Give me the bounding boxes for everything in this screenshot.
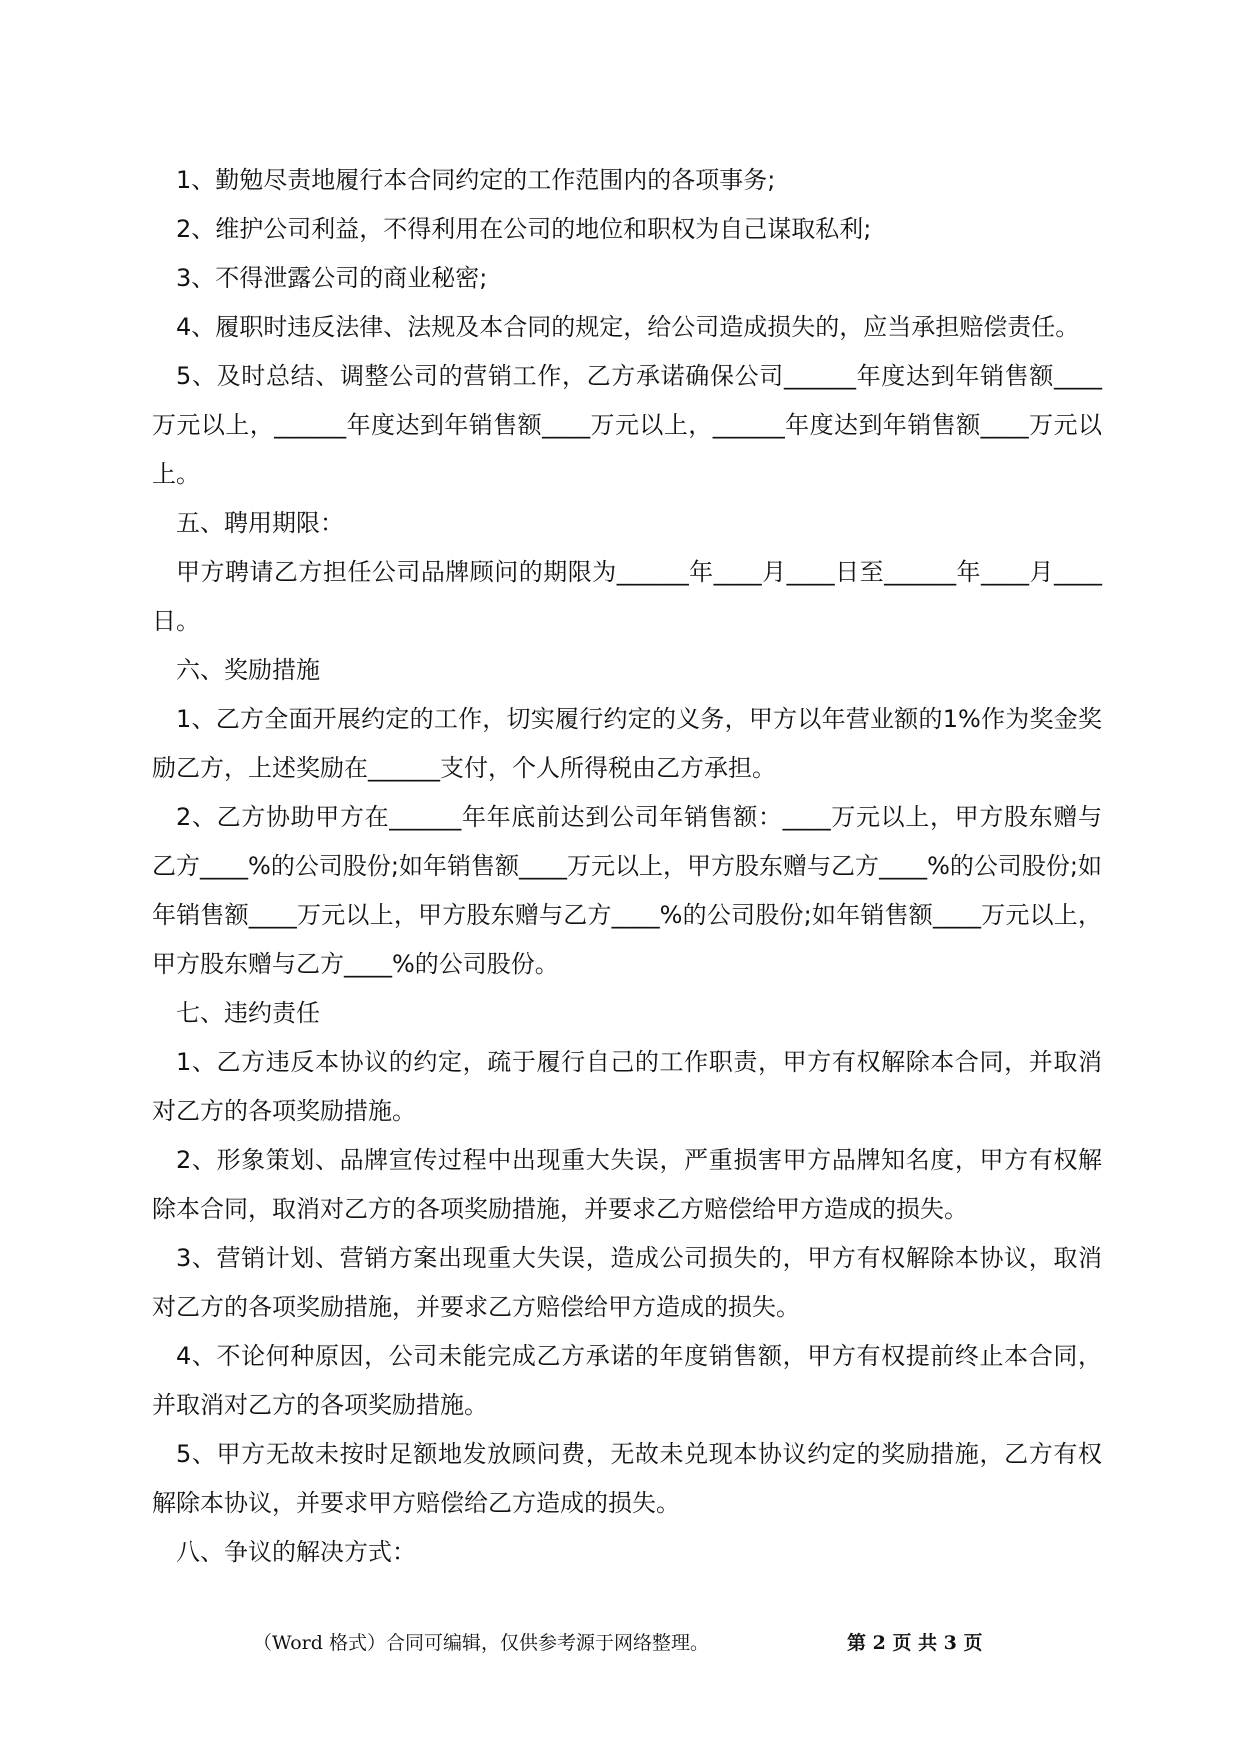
clause-duty-4: 4、履职时违反法律、法规及本合同的规定，给公司造成损失的，应当承担赔偿责任。 bbox=[176, 313, 1080, 341]
clause-duty-5: 5、及时总结、调整公司的营销工作，乙方承诺确保公司______年度达到年销售额____万元以上，______年度达到年销售额____万元以上，______年度达到年销售额____万元以上。 bbox=[152, 362, 1102, 488]
section-heading-dispute: 八、争议的解决方式： bbox=[176, 1538, 416, 1566]
section-heading-breach: 七、违约责任 bbox=[176, 999, 320, 1027]
section-heading-rewards: 六、奖励措施 bbox=[176, 656, 320, 684]
clause-breach-5: 5、甲方无故未按时足额地发放顾问费，无故未兑现本协议约定的奖励措施，乙方有权解除本协议，并要求甲方赔偿给乙方造成的损失。 bbox=[152, 1440, 1102, 1517]
clause-duty-1: 1、勤勉尽责地履行本合同约定的工作范围内的各项事务; bbox=[176, 166, 776, 194]
clause-term: 甲方聘请乙方担任公司品牌顾问的期限为______年____月____日至______年____月____日。 bbox=[152, 558, 1102, 635]
clause-breach-1: 1、乙方违反本协议的约定，疏于履行自己的工作职责，甲方有权解除本合同，并取消对乙方的各项奖励措施。 bbox=[152, 1048, 1102, 1125]
section-heading-term: 五、聘用期限： bbox=[176, 509, 344, 537]
document-body bbox=[152, 156, 1102, 1577]
clause-duty-2: 2、维护公司利益，不得利用在公司的地位和职权为自己谋取私利; bbox=[176, 215, 872, 243]
footer-note: （Word 格式）合同可编辑，仅供参考源于网络整理。 bbox=[253, 1632, 709, 1654]
clause-breach-3: 3、营销计划、营销方案出现重大失误，造成公司损失的，甲方有权解除本协议，取消对乙方的各项奖励措施，并要求乙方赔偿给甲方造成的损失。 bbox=[152, 1244, 1102, 1321]
clause-duty-3: 3、不得泄露公司的商业秘密; bbox=[176, 264, 488, 292]
clause-reward-2: 2、乙方协助甲方在______年年底前达到公司年销售额：____万元以上，甲方股东赠与乙方____%的公司股份;如年销售额____万元以上，甲方股东赠与乙方____%的公司股份;如年销售额____万元以上，甲方股东赠与乙方____%的公司股份;如年销售额____万元以上，甲方股东赠与乙方____%的公司股份。 bbox=[152, 803, 1102, 978]
clause-reward-1: 1、乙方全面开展约定的工作，切实履行约定的义务，甲方以年营业额的1%作为奖金奖励乙方，上述奖励在______支付，个人所得税由乙方承担。 bbox=[152, 705, 1102, 782]
page-number: 第 2 页 共 3 页 bbox=[847, 1632, 983, 1654]
page-footer bbox=[0, 1628, 1241, 1658]
clause-breach-4: 4、不论何种原因，公司未能完成乙方承诺的年度销售额，甲方有权提前终止本合同，并取消对乙方的各项奖励措施。 bbox=[152, 1342, 1102, 1419]
clause-breach-2: 2、形象策划、品牌宣传过程中出现重大失误，严重损害甲方品牌知名度，甲方有权解除本合同，取消对乙方的各项奖励措施，并要求乙方赔偿给甲方造成的损失。 bbox=[152, 1146, 1102, 1223]
